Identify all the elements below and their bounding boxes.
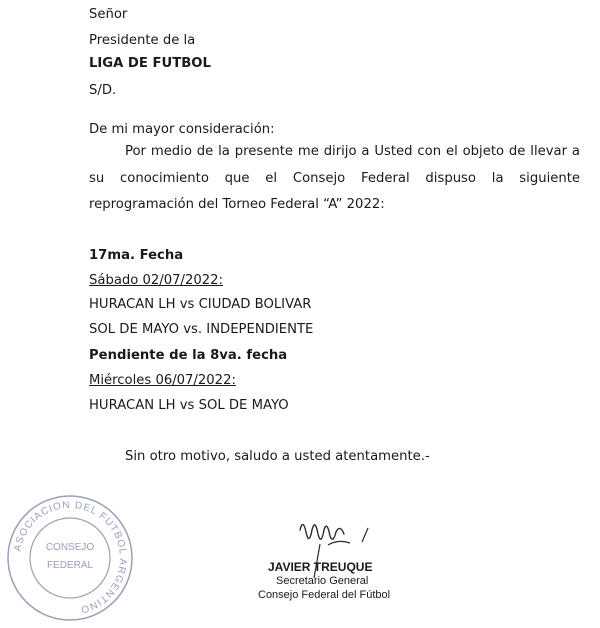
section2-title: Pendiente de la 8va. fecha (89, 348, 288, 363)
signatory-organization: Consejo Federal del Fútbol (258, 589, 391, 601)
seal-inner-line-1: CONSEJO (45, 542, 95, 553)
seal-outer-text: ASOCIACION DEL FUTBOL ARGENTINO (12, 499, 129, 615)
signatory-role: Secretario General (276, 575, 369, 587)
match-row: HURACAN LH vs CIUDAD BOLIVAR (89, 297, 312, 312)
body-paragraph: Por medio de la presente me dirijo a Usted con el objeto de llevar a su conocimiento que el Consejo Federal dispuso la siguiente reprogramación del Torneo Federal “A” 2022: (89, 144, 580, 212)
match-row: HURACAN LH vs SOL DE MAYO (89, 398, 289, 413)
salutation-line-1: Señor (89, 7, 128, 22)
association-seal (0, 488, 140, 628)
section2-date: Miércoles 06/07/2022: (89, 373, 236, 388)
section1-date: Sábado 02/07/2022: (89, 273, 223, 288)
match-row: SOL DE MAYO vs. INDEPENDIENTE (89, 322, 314, 337)
closing-line: Sin otro motivo, saludo a usted atentamente.- (125, 449, 430, 464)
greeting: De mi mayor consideración: (89, 122, 275, 137)
section1-title: 17ma. Fecha (89, 248, 184, 263)
signatory-name: JAVIER TREUQUE (268, 560, 373, 574)
seal-inner-line-2: FEDERAL (46, 560, 94, 571)
sd-abbreviation: S/D. (89, 83, 117, 98)
recipient: LIGA DE FUTBOL (89, 56, 211, 71)
salutation-line-2: Presidente de la (89, 33, 196, 48)
